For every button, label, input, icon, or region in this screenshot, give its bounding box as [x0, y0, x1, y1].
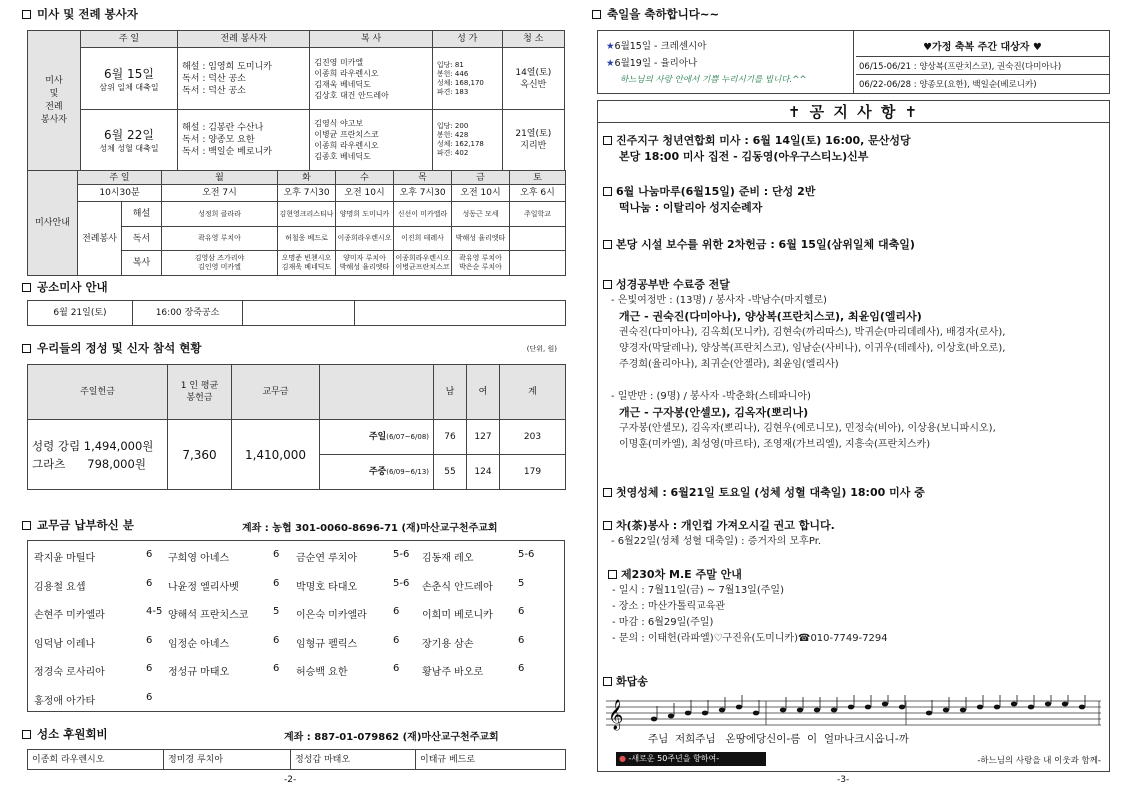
- cell: 박해성 율리엣타: [452, 227, 510, 251]
- donor-name: 손춘식 안드레아: [422, 581, 493, 593]
- time: 오전 7시: [162, 185, 278, 202]
- cell: 이진희 테레사: [394, 227, 452, 251]
- note: [719, 708, 725, 713]
- section-title-vocation: 성소 후원회비: [22, 726, 108, 742]
- h-sunday: 주일헌금: [28, 365, 168, 420]
- h-total: 계: [500, 365, 566, 420]
- role: 복사: [122, 251, 162, 276]
- role: 독서: [122, 227, 162, 251]
- star-icon: ★: [606, 41, 615, 52]
- star-icon: ★: [606, 58, 615, 69]
- donor-row: [28, 627, 564, 655]
- donor-name: 구희영 아녜스: [168, 553, 230, 564]
- donor-months: 5-6: [393, 577, 410, 589]
- feast-1: 6월15일 - 크레센시아: [614, 41, 707, 52]
- note: [797, 708, 803, 713]
- cell: 곽유영 루치아: [162, 227, 278, 251]
- note: [960, 708, 966, 713]
- notice-5: 첫영성체 : 6월21일 토요일 (성체 성혈 대축일) 18:00 미사 중: [603, 485, 925, 501]
- avg-value: 7,360: [168, 420, 232, 490]
- donor-name: 김동재 레오: [422, 553, 474, 564]
- gyomu-value: 1,410,000: [232, 420, 320, 490]
- cell: 오명준 빈첸시오 김재욱 베네딕도: [278, 251, 336, 276]
- day: 수: [336, 171, 394, 185]
- unit-note: (단위, 원): [526, 345, 557, 353]
- donor-name: 임형규 펠릭스: [296, 638, 358, 650]
- day: 화: [278, 171, 336, 185]
- cell: 성정희 클라라: [162, 202, 278, 227]
- footer-left: ● -새로운 50주년을 향하여-: [616, 752, 766, 766]
- note: [994, 705, 1000, 710]
- gongso-info: 16:00 장죽공소: [133, 301, 243, 326]
- note: [780, 708, 786, 713]
- note: [899, 705, 905, 710]
- donor-row: [28, 684, 564, 712]
- note: [848, 705, 854, 710]
- note: [943, 708, 949, 713]
- notice-box: [597, 100, 1110, 772]
- note: [1062, 702, 1068, 707]
- role: 해설: [122, 202, 162, 227]
- donor-name: 임덕남 이레나: [34, 638, 96, 650]
- logo-icon: ●: [619, 754, 626, 763]
- servers-table: [27, 30, 565, 171]
- note: [651, 717, 657, 722]
- time: 오후 6시: [510, 185, 566, 202]
- offer-amount-1: 성령 강림 1,494,000원: [32, 438, 154, 453]
- time: 10시30분: [78, 185, 162, 202]
- note: [702, 711, 708, 716]
- donor-name: 김용철 요셉: [34, 581, 86, 593]
- sponsor: 정성갑 마태오: [291, 750, 416, 770]
- page-number: -2-: [284, 775, 297, 785]
- mass-side-label: 미사안내: [28, 171, 78, 276]
- sponsor-table: [27, 749, 566, 770]
- group-label: 전례봉사: [78, 202, 122, 276]
- donor-months: 6: [518, 634, 525, 646]
- note: [1028, 705, 1034, 710]
- cell: 양미자 루치아 박해성 율리엣타: [336, 251, 394, 276]
- section-title-gongso: 공소미사 안내: [22, 279, 108, 295]
- donor-name: 정성규 마태오: [168, 667, 230, 678]
- donor-months: 6: [518, 606, 525, 617]
- server-row: 6월 15일 삼위 일체 대축일 해설 : 임영희 도미니카 독서 : 덕산 공소 독서 : 덕산 공소 김진영 미카엘 이종희 라우렌시오 김재욱 베네딕도 김상호 대건 안드레아 입당: 81 봉헌: 446 성체: 168,170 파견: 183 14열(토) 옥신반: [28, 48, 565, 110]
- note: [736, 705, 742, 710]
- sponsor: 정미경 루치아: [164, 750, 291, 770]
- donor-months: 6: [146, 634, 153, 646]
- cell: 신선이 미카엘라: [394, 202, 452, 227]
- svg-text:𝄞: 𝄞: [608, 700, 624, 730]
- account-2: 계좌 : 887-01-079862 (재)마산교구천주교회: [284, 732, 499, 743]
- gongso-table: [27, 300, 566, 326]
- donor-months: 6: [273, 663, 280, 674]
- donor-name: 정경숙 로사리아: [34, 667, 105, 678]
- donor-row: [28, 570, 564, 598]
- donor-name: 나윤정 엘리사벳: [168, 581, 239, 593]
- donor-name: 박명호 타대오: [296, 581, 358, 593]
- note: [865, 705, 871, 710]
- donor-months: 6: [273, 634, 280, 646]
- server-row: 6월 22일 성체 성혈 대축일 해설 : 김봉란 수산나 독서 : 양종모 요한 독서 : 백일순 베로니카 김영식 야고보 이병균 프란치스코 이종희 라우렌시오 김종호 베네딕도 입당: 200 봉헌: 428 성체: 162,178 파견: 402 21열(토) 지리반: [28, 110, 565, 171]
- donor-months: 6: [146, 549, 153, 560]
- day: 토: [510, 171, 566, 185]
- side-label: 미사 및 전례 봉사자: [28, 31, 81, 171]
- donor-name: 허승백 요한: [296, 667, 348, 678]
- donor-months: 6: [273, 577, 280, 589]
- offer-amount-2: 그라츠 798,000원: [32, 456, 146, 471]
- donor-months: 5: [518, 577, 525, 589]
- donor-name: 금순연 루치아: [296, 553, 358, 564]
- h-male: 남: [434, 365, 467, 420]
- hdr-serv: 복 사: [310, 31, 433, 48]
- donor-months: 6: [393, 606, 400, 617]
- gongso-date: 6월 21일(토): [28, 301, 133, 326]
- cell: 성동근 모세: [452, 202, 510, 227]
- note: [977, 705, 983, 710]
- note: [926, 711, 932, 716]
- cell: 김영삼 즈가리야 김인영 미카엘: [162, 251, 278, 276]
- donor-name: 이희미 베로니카: [422, 610, 493, 621]
- offering-table: 주일헌금 1 인 평균 봉헌금 교무금 남 여 계 성령 강림 1,494,000원 그라츠 798,000원 7,360 1,410,000 주일(6/07~6/08) 76 127 203 주중(6/09~6/13) 55 124 179: [27, 364, 566, 490]
- notice-3: 본당 시설 보수를 위한 2차헌금 : 6월 15일(삼위일체 대축일): [603, 237, 915, 253]
- donor-name: 손현주 미카엘라: [34, 610, 105, 621]
- time: 오전 10시: [336, 185, 394, 202]
- donor-list: [27, 540, 565, 712]
- cell: [510, 251, 566, 276]
- donor-months: 5-6: [393, 549, 410, 560]
- time: 오후 7시30: [394, 185, 452, 202]
- notice-6: 차(茶)봉사 : 개인컵 가져오시길 권고 합니다. - 6월22일(성체 성혈 대축일) : 증거자의 모후Pr.: [603, 518, 835, 550]
- lyrics: 주님 저희주님 온땅에당신이-름 이 얼마나크시옵니-까: [648, 733, 909, 745]
- donor-row: [28, 655, 564, 683]
- donor-months: 5-6: [518, 549, 535, 560]
- donor-months: 6: [146, 577, 153, 589]
- notice-2: 6월 나눔마루(6월15일) 준비 : 단성 2반 떡나눔 : 이탈리아 성지순례자: [603, 184, 815, 216]
- day: 금: [452, 171, 510, 185]
- notice-title: ✝ 공 지 사 항 ✝: [598, 101, 1109, 123]
- donor-months: 6: [393, 634, 400, 646]
- note: [668, 714, 674, 719]
- notice-1: 진주지구 청년연합회 미사 : 6월 14일(토) 16:00, 문산성당 본당 18:00 미사 집전 - 김동영(아우구스티노)신부: [603, 133, 911, 165]
- donor-months: 6: [518, 663, 525, 674]
- h-gyomu: 교무금: [232, 365, 320, 420]
- notice-8: 화답송: [603, 674, 648, 690]
- sponsor: 이태규 베드로: [416, 750, 566, 770]
- note: [882, 702, 888, 707]
- note: [753, 711, 759, 716]
- note: [814, 708, 820, 713]
- sponsor: 이종희 라우렌시오: [28, 750, 164, 770]
- section-title-feast: 축일을 축하합니다~~: [592, 6, 719, 22]
- section-title-offering: 우리들의 정성 및 신자 참석 현황: [22, 340, 201, 356]
- feast-box: [597, 30, 1110, 94]
- donor-name: 임정순 아녜스: [168, 638, 230, 650]
- cell: [510, 227, 566, 251]
- hdr-day: 주 일: [80, 31, 177, 48]
- hdr-clean: 청 소: [502, 31, 564, 48]
- time: 오후 7시30: [278, 185, 336, 202]
- music-staff: [606, 695, 1101, 731]
- note: [1011, 702, 1017, 707]
- cell: 이종희라우렌시오: [336, 227, 394, 251]
- family-title: ♥가정 축복 주간 대상자 ♥: [923, 42, 1042, 53]
- cell: 김현영크리스티나: [278, 202, 336, 227]
- mass-schedule-table: [27, 170, 566, 276]
- donor-months: 5: [273, 606, 280, 617]
- footer-right: -하느님의 사랑을 내 이웃과 함께-: [977, 756, 1101, 766]
- family-2: 06/22-06/28 : 양종모(요한), 백일순(베로니카): [859, 80, 1037, 90]
- donor-name: 장기용 삼손: [422, 638, 474, 650]
- notice-4: 성경공부반 수료증 전달 - 은빛여정반 : (13명) / 봉사자 -박남수(마지헬로) 개근 - 권숙진(다미아나), 양상복(프란치스코), 최윤임(엘리사) 권숙진(다미아나), 김옥희(모니카), 김현숙(까리따스), 박귀순(마리데레사), 배경자(로사), 양경자(막달레나), 양상복(프란치스코), 임남순(사비나), 이귀우(데레사), 이상호(바오로), 주경희(율리아나), 최귀순(안젤라), 최윤임(엘리사) - 일반반 : (9명) / 봉사자 -박춘화(스테파니아) 개근 - 구자봉(안셀모), 김옥자(뽀리나) 구자봉(안셀모), 김옥자(뽀리나), 김현우(예로니모), 민정숙(비아), 이상용(보니파시오), 이명훈(미카엘), 최성영(마르타), 조영재(가브리엘), 지흥숙(프란치스카): [603, 277, 1005, 453]
- feast-message: 하느님의 사랑 안에서 기쁨 누리시기를 빕니다.^^: [620, 75, 807, 85]
- note: [1045, 702, 1051, 707]
- donor-row: [28, 541, 564, 569]
- donor-name: 이은숙 미카엘라: [296, 610, 367, 621]
- section-title-gyomu: 교무금 납부하신 분: [22, 517, 134, 533]
- time: 오전 10시: [452, 185, 510, 202]
- donor-months: 6: [393, 663, 400, 674]
- note: [1079, 705, 1085, 710]
- note: [685, 711, 691, 716]
- account-1: 계좌 : 농협 301-0060-8696-71 (재)마산교구천주교회: [242, 523, 498, 534]
- page-number: -3-: [837, 775, 850, 785]
- donor-name: 황남주 바오로: [422, 667, 484, 678]
- day: 월: [162, 171, 278, 185]
- day: 주 일: [78, 171, 162, 185]
- family-1: 06/15-06/21 : 양상복(프란치스코), 권숙진(다미아나): [859, 62, 1062, 72]
- cell: 허철웅 베드로: [278, 227, 336, 251]
- hdr-lit: 전례 봉사자: [178, 31, 310, 48]
- cell: 양명희 도미니카: [336, 202, 394, 227]
- h-female: 여: [467, 365, 500, 420]
- section-title-mass-servers: 미사 및 전례 봉사자: [22, 6, 138, 22]
- notice-7: 제230차 M.E 주말 안내 - 일시 : 7월11일(금) ~ 7월13일(주일) - 장소 : 마산가톨릭교육관 - 마감 : 6월29일(주일) - 문의 : 이태헌(라파엘)♡구진유(도미니카)☎010-7749-7294: [608, 567, 888, 647]
- hdr-choir: 성 가: [432, 31, 502, 48]
- note: [831, 708, 837, 713]
- donor-row: [28, 598, 564, 626]
- cell: 곽유영 루치아 박은순 루치아: [452, 251, 510, 276]
- cell: 이종희라우렌시오 이병균프란치스코: [394, 251, 452, 276]
- donor-months: 4-5: [146, 606, 163, 617]
- cell: 주일학교: [510, 202, 566, 227]
- donor-name: 홍정애 아가타: [34, 695, 96, 707]
- day: 목: [394, 171, 452, 185]
- donor-months: 6: [146, 663, 153, 674]
- donor-name: 곽지윤 마틸다: [34, 553, 96, 564]
- donor-months: 6: [273, 549, 280, 560]
- h-avg: 1 인 평균 봉헌금: [168, 365, 232, 420]
- donor-months: 6: [146, 691, 153, 703]
- feast-2: 6월19일 - 율리아나: [614, 58, 698, 69]
- donor-name: 양해석 프란치스코: [168, 610, 249, 621]
